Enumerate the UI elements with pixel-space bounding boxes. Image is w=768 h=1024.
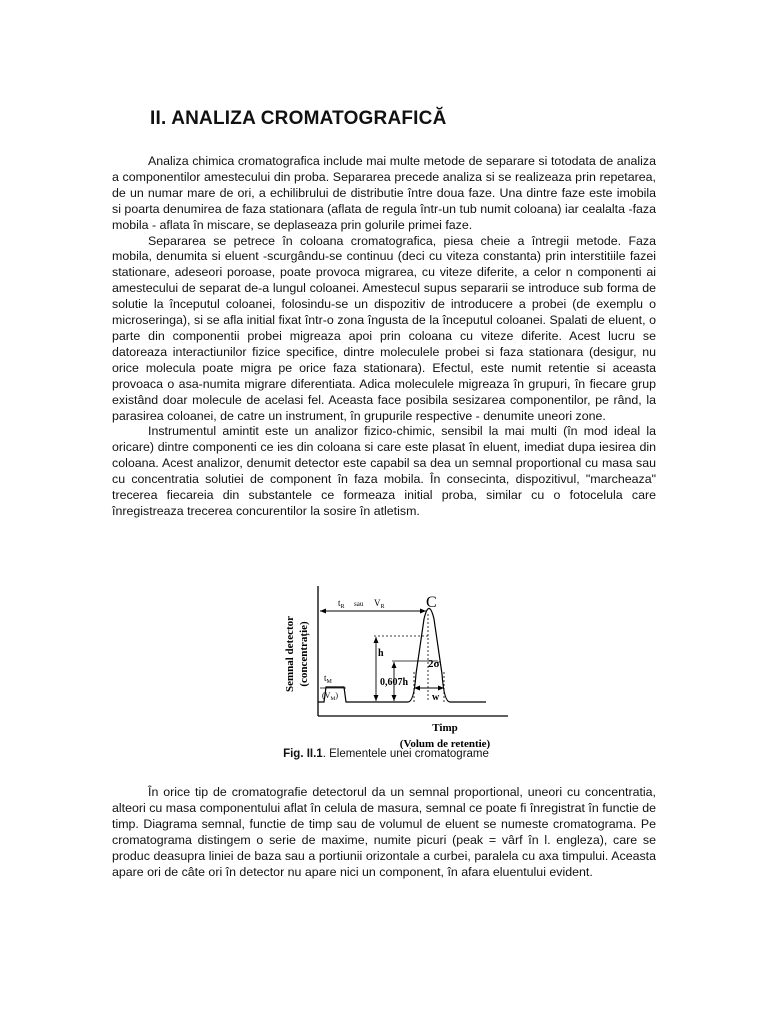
body-text-top <box>112 154 656 520</box>
x-axis-label-1: Timp <box>432 722 458 734</box>
vr-label: $V_R$ <box>374 598 385 610</box>
paragraph: Analiza chimica cromatografica include mai multe metode de separare si totodata de analiza a componentilor amestecului din proba. Separarea precede analiza si se realizeaza prin repetarea, de un numar mare de ori, a echilibrului de distributie între doua faze. Una dintre faze este imobila si poarta denumirea de faza stationara (aflata de regula într-un tub numit coloana) iar cealalta -faza mobila - aflata în miscare, se deplaseaza prin golurile primei faze. <box>112 154 656 232</box>
tm-label: $t_M$ <box>324 673 332 685</box>
paragraph: În orice tip de cromatografie detectorul da un semnal proportional, uneori cu concentratia, alteori cu masa componentului aflat în celula de masura, semnal ce poate fi înregistrat în functie de timp. Diagrama semnal, functie de timp sau de volumul de eluent se numeste cromatograma. Pe cromatograma distingem o serie de maxime, numite picuri (peak = vârf în l. engleza), care se produc deasupra liniei de baza sau a portiunii orizontale a curbei, paralela cu axa timpului. Aceasta apare ori de câte ori în detector nu apare nici un component, în afara eluentului evident. <box>112 785 656 879</box>
x-axis-label-2: (Volum de retentie) <box>399 738 491 750</box>
peak-label-c: C <box>426 594 437 611</box>
w-label: w <box>432 692 440 703</box>
caption-text: . Elementele unei cromatograme <box>322 748 489 760</box>
caption-prefix: Fig. II.1 <box>283 748 323 760</box>
y-axis-label-2: (concentrație) <box>298 621 310 687</box>
h607-label: 0,607h <box>380 677 409 688</box>
sigma-label: 2σ <box>428 658 440 670</box>
sau-label: sau <box>354 600 364 608</box>
h-label: h <box>378 648 384 659</box>
vm-label: $(V_M)$ <box>322 691 339 702</box>
paragraph: Instrumentul amintit este un analizor fizico-chimic, sensibil la mai multi (în mod ideal la oricare) dintre componenti ce ies din coloana si care este plasat în eluent, imediat dupa iesirea din coloana. Acest analizor, denumit detector este capabil sa dea un semnal proportional cu masa sau cu concentratia solutiei de component în faza mobila. În consecinta, dispozitivul, "marcheaza" trecerea fiecareia din substantele ce formeaza initial proba, similar cu o fotocelula care înregistreaza trecerea concurentilor la sosire în atletism. <box>112 424 656 518</box>
figure-caption <box>226 748 546 760</box>
chromatogram-diagram <box>280 584 510 754</box>
section-title: II. ANALIZA CROMATOGRAFICĂ <box>150 108 447 129</box>
paragraph: Separarea se petrece în coloana cromatografica, piesa cheie a întregii metode. Faza mobila, denumita si eluent -scurgându-se continuu (deci cu viteza constanta) prin interstitiile fazei stationare, adeseori poroase, poate provoca migrarea, cu viteze diferite, a celor n componenti ai amestecului de separat de-a lungul coloanei. Amestecul supus separarii se introduce sub forma de solutie la începutul coloanei, folosindu-se un dispozitiv de introducere a probei (de exemplu o microseringa), si se afla initial fixat într-o zona îngusta de la începutul coloanei. Spalati de eluent, o parte din componentii probei migreaza apoi prin coloana cu viteze diferite. Acest lucru se datoreaza interactiunilor fizice specifice, dintre moleculele probei si faza stationara (desigur, nu orice molecula poate migra pe orice faza stationara). Efectul, este numit retentie si aceasta provoaca o asa-numita migrare diferentiata. Adica moleculele migreaza în grupuri, în fiecare grup existând doar molecule de acelasi fel. Aceasta face posibila sesizarea componentilor, pe rând, la parasirea coloanei, de catre un instrument, în grupurile respective - denumite uneori zone. <box>112 233 656 423</box>
y-axis-label-1: Semnal detector <box>284 615 296 693</box>
tr-label: $t_R$ <box>338 598 345 610</box>
chromatogram-figure <box>280 584 510 754</box>
body-text-bottom <box>112 785 656 880</box>
